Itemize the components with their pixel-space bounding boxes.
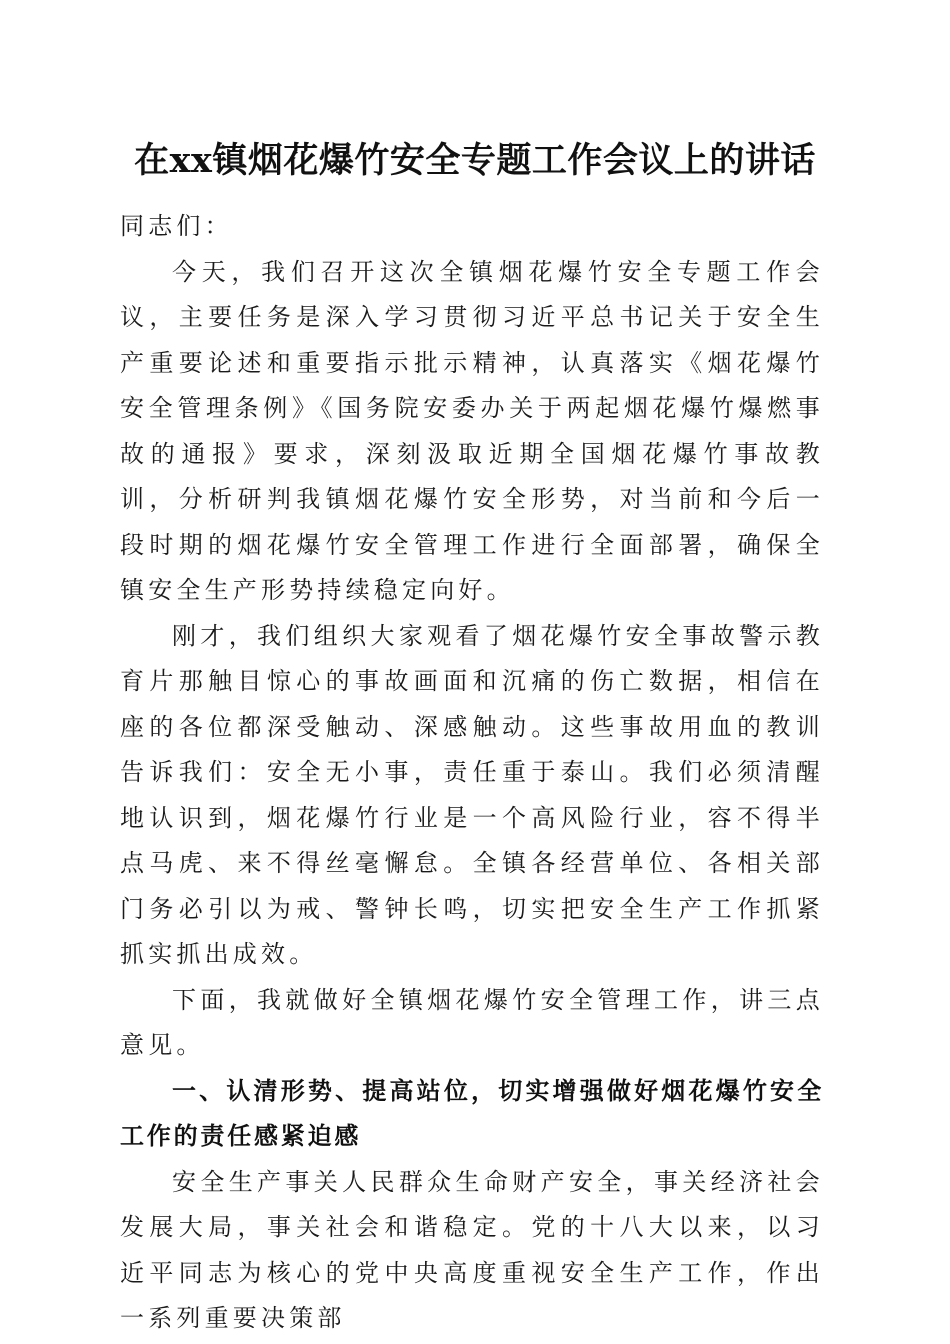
salutation: 同志们：: [120, 212, 233, 240]
paragraph-warning-video: 刚才，我们组织大家观看了烟花爆竹安全事故警示教育片那触目惊心的事故画面和沉痛的伤亡数据，相信在座的各位都深受触动、深感触动。这些事故用血的教训告诉我们：安全无小事，责任重于泰山。我们必须清醒地认识到，烟花爆竹行业是一个高风险行业，容不得半点马虎、来不得丝毫懈怠。全镇各经营单位、各相关部门务必引以为戒、警钟长鸣，切实把安全生产工作抓紧抓实抓出成效。: [120, 621, 824, 968]
paragraph-section-1: 安全生产事关人民群众生命财产安全，事关经济社会发展大局，事关社会和谐稳定。党的十八大以来，以习近平同志为核心的党中央高度重视安全生产工作，作出一系列重要决策部: [120, 1167, 824, 1332]
document-title: 在xx镇烟花爆竹安全专题工作会议上的讲话: [134, 140, 816, 181]
section-heading-1: 一、认清形势、提高站位，切实增强做好烟花爆竹安全工作的责任感紧迫感: [120, 1076, 824, 1150]
paragraph-opening: 今天，我们召开这次全镇烟花爆竹安全专题工作会议，主要任务是深入学习贯彻习近平总书记关于安全生产重要论述和重要指示批示精神，认真落实《烟花爆竹安全管理条例》《国务院安委办关于两起烟花爆竹爆燃事故的通报》要求，深刻汲取近期全国烟花爆竹事故教训，分析研判我镇烟花爆竹安全形势，对当前和今后一段时期的烟花爆竹安全管理工作进行全面部署，确保全镇安全生产形势持续稳定向好。: [120, 257, 824, 604]
document-body: [120, 204, 824, 1342]
paragraph-three-points: 下面，我就做好全镇烟花爆竹安全管理工作，讲三点意见。: [120, 985, 824, 1059]
